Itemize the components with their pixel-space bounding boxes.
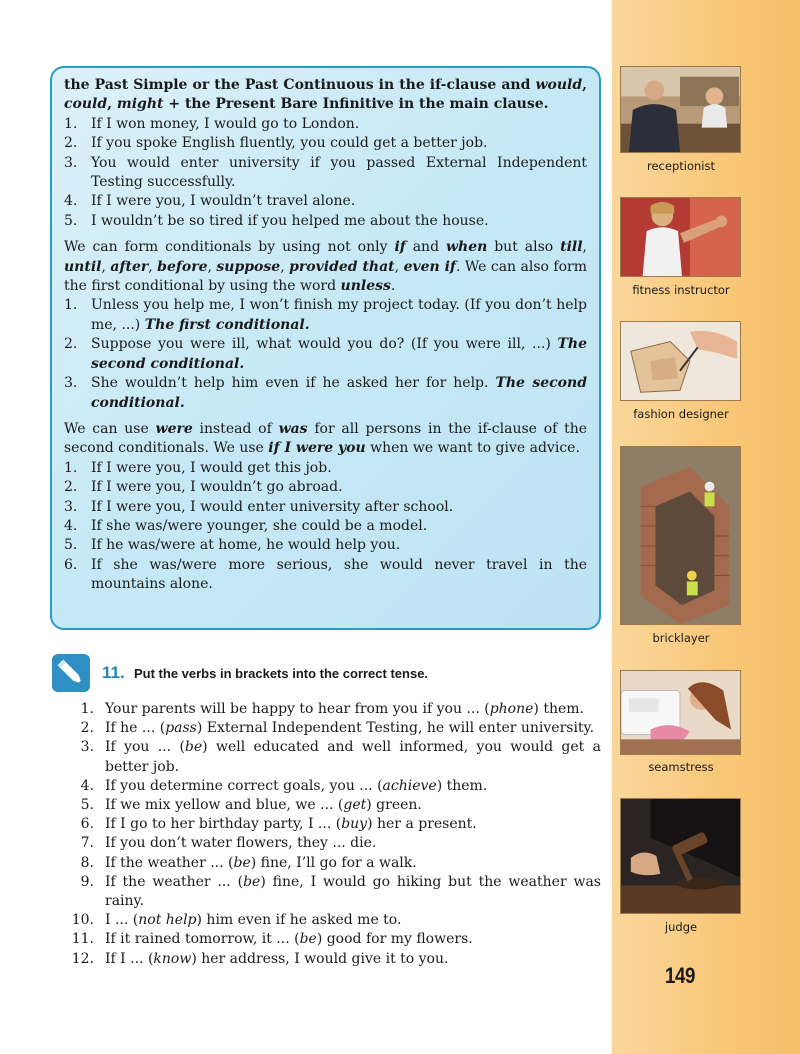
item-number: 3. xyxy=(64,154,78,171)
examples-list-1 xyxy=(64,115,587,231)
text-run: phone xyxy=(489,701,534,717)
text-run: pass xyxy=(165,720,197,737)
examples-list-3 xyxy=(64,459,587,595)
text-run: , xyxy=(582,77,587,93)
text-run: I wouldn’t be so tired if you helped me about the house. xyxy=(91,212,489,229)
item-number: 5. xyxy=(80,797,94,814)
list-item xyxy=(64,854,601,873)
text-run: , xyxy=(101,258,111,275)
text-run: , xyxy=(148,258,158,275)
list-item xyxy=(64,478,587,497)
text-run: even if xyxy=(403,258,456,275)
text-run: If I were you, I wouldn’t go abroad. xyxy=(91,479,343,496)
text-run: not help xyxy=(138,912,197,929)
item-number: 6. xyxy=(80,816,94,833)
caption-fashion-designer: fashion designer xyxy=(633,407,729,421)
list-item xyxy=(64,873,601,911)
text-run: and xyxy=(405,239,446,256)
text-run: when we want to give advice. xyxy=(365,440,580,457)
rule-intro xyxy=(64,76,587,115)
item-number: 4. xyxy=(64,517,78,534)
item-number: 4. xyxy=(80,777,94,794)
text-run: Unless you help me, I won’t finish my project today. (If you don’t help me, ...) xyxy=(91,297,587,333)
text-run: be xyxy=(243,873,261,890)
text-run: , xyxy=(280,258,290,275)
text-run: If you don’t water flowers, they ... die. xyxy=(105,835,377,852)
text-run: We can form conditionals by using not only xyxy=(64,239,395,256)
list-item xyxy=(64,930,601,949)
exercise-items xyxy=(64,700,601,969)
list-item xyxy=(64,115,587,134)
text-run: until xyxy=(64,258,102,275)
list-item xyxy=(64,192,587,211)
pencil-icon xyxy=(52,654,90,692)
list-item xyxy=(64,815,601,834)
list-item xyxy=(64,834,601,853)
caption-bricklayer: bricklayer xyxy=(652,631,710,645)
text-run: If you determine correct goals, you ... ( xyxy=(105,777,383,794)
item-number: 4. xyxy=(64,193,78,210)
list-item xyxy=(64,950,601,969)
text-run: ) fine, I would go hiking but the weather was rainy. xyxy=(105,873,601,910)
text-run: ) them. xyxy=(533,701,584,717)
item-number: 12. xyxy=(71,950,94,967)
text-run: , xyxy=(394,258,404,275)
text-run: might xyxy=(116,96,164,113)
text-run: If I were you, I would enter university after school. xyxy=(91,498,454,515)
text-run: We can use xyxy=(64,420,156,437)
text-run: after xyxy=(110,258,149,275)
text-run: till xyxy=(560,239,583,256)
item-number: 3. xyxy=(64,375,78,392)
item-number: 1. xyxy=(64,459,78,476)
examples-list-2 xyxy=(64,296,587,412)
fashion-designer-photo xyxy=(620,321,741,401)
text-run: was xyxy=(278,420,308,437)
text-run: She wouldn’t help him even if he asked her for help. xyxy=(91,375,496,392)
text-run: If I go to her birthday party, I ... ( xyxy=(105,816,342,833)
item-number: 5. xyxy=(64,537,78,554)
text-run: . We can also form the first conditional by using the word xyxy=(64,258,588,295)
list-item xyxy=(64,719,601,738)
item-number: 2. xyxy=(64,135,78,152)
text-run: , xyxy=(207,258,217,275)
text-run: If she was/were more serious, she would never travel in the mountains alone. xyxy=(91,556,587,593)
item-number: 10. xyxy=(71,912,94,929)
list-item xyxy=(64,517,587,536)
list-item xyxy=(64,777,601,796)
item-number: 2. xyxy=(64,336,78,353)
text-run: The second conditional. xyxy=(91,336,587,372)
item-number: 2. xyxy=(80,720,94,737)
item-number: 3. xyxy=(64,498,78,515)
text-run: If he ... ( xyxy=(105,720,166,737)
caption-fitness-instructor: fitness instructor xyxy=(632,283,730,297)
page-number: 149 xyxy=(665,963,695,988)
list-item xyxy=(64,374,587,413)
list-item xyxy=(64,796,601,815)
list-item xyxy=(64,536,587,555)
text-run: unless xyxy=(340,278,391,295)
item-number: 11. xyxy=(71,931,94,948)
list-item xyxy=(64,459,587,478)
list-item xyxy=(64,134,587,153)
text-run: + the Present Bare Infinitive in the main clause. xyxy=(163,96,549,113)
text-run: provided that xyxy=(289,258,395,275)
text-run: The second conditional. xyxy=(91,375,587,411)
text-run: ) good for my flowers. xyxy=(316,931,473,948)
text-run: get xyxy=(343,797,367,814)
text-run: If I ... ( xyxy=(105,950,154,967)
text-run: If it rained tomorrow, it ... ( xyxy=(105,931,300,948)
list-item xyxy=(64,296,587,335)
fitness-instructor-photo xyxy=(620,197,741,277)
list-item xyxy=(64,738,601,776)
text-run: were xyxy=(155,420,193,437)
item-number: 1. xyxy=(64,115,78,132)
text-run: You would enter university if you passed External Independent Testing successfully. xyxy=(91,154,587,191)
text-run: . xyxy=(390,278,396,295)
text-run: If he was/were at home, he would help you. xyxy=(91,537,401,554)
text-run: the Past Simple or the Past Continuous in the if-clause and xyxy=(64,77,536,93)
text-run: ) fine, I’ll go for a walk. xyxy=(250,854,417,871)
text-run: If I were you, I wouldn’t travel alone. xyxy=(91,193,356,210)
item-number: 2. xyxy=(64,479,78,496)
item-number: 8. xyxy=(80,854,94,871)
text-run: If the weather ... ( xyxy=(105,873,244,890)
text-run: If she was/were younger, she could be a model. xyxy=(91,517,428,534)
item-number: 7. xyxy=(80,835,94,852)
text-run: instead of xyxy=(192,420,279,437)
text-run: Your parents will be happy to hear from you if you ... ( xyxy=(105,701,490,717)
item-number: 1. xyxy=(80,701,94,717)
rule-paragraph-2 xyxy=(64,238,587,296)
text-run: ) green. xyxy=(366,797,422,814)
text-run: ) well educated and well informed, you would get a better job. xyxy=(105,739,601,775)
text-run: buy xyxy=(341,816,368,833)
item-number: 1. xyxy=(64,297,78,314)
bricklayer-photo xyxy=(620,446,741,625)
judge-photo xyxy=(620,798,741,914)
text-run: be xyxy=(233,854,251,871)
list-item xyxy=(64,154,587,193)
text-run: ) her a present. xyxy=(367,816,477,833)
text-run: for all persons in the if-clause of the second conditionals. We use xyxy=(64,420,588,457)
exercise-header xyxy=(52,654,592,694)
seamstress-photo xyxy=(620,670,741,755)
caption-receptionist: receptionist xyxy=(647,159,715,173)
text-run: suppose xyxy=(216,258,281,275)
text-run: if I were you xyxy=(268,440,366,457)
text-run: ) her address, I would give it to you. xyxy=(191,950,449,967)
text-run: but also xyxy=(487,239,561,256)
text-run: I ... ( xyxy=(105,912,139,929)
text-run: , xyxy=(582,239,587,256)
text-run: If you spoke English fluently, you could get a better job. xyxy=(91,135,488,152)
text-run: could xyxy=(64,96,108,113)
list-item xyxy=(64,700,601,719)
grammar-rule-box xyxy=(50,66,601,630)
text-run: know xyxy=(153,950,192,967)
text-run: be xyxy=(184,739,203,756)
text-run: If I won money, I would go to London. xyxy=(91,115,360,132)
text-run: ) them. xyxy=(436,777,488,794)
exercise-instruction: Put the verbs in brackets into the correct tense. xyxy=(134,666,429,681)
text-run: If you ... ( xyxy=(105,739,185,756)
text-run: If I were you, I would get this job. xyxy=(91,459,332,476)
text-run: before xyxy=(157,258,208,275)
list-item xyxy=(64,335,587,374)
text-run: If we mix yellow and blue, we ... ( xyxy=(105,797,344,814)
caption-seamstress: seamstress xyxy=(648,760,714,774)
item-number: 6. xyxy=(64,556,78,573)
text-run: would xyxy=(535,77,583,93)
text-run: achieve xyxy=(382,777,437,794)
text-run: , xyxy=(107,96,117,113)
list-item xyxy=(64,911,601,930)
text-run: when xyxy=(445,239,488,256)
text-run: if xyxy=(394,239,406,256)
rule-paragraph-3 xyxy=(64,420,587,459)
list-item xyxy=(64,498,587,517)
item-number: 3. xyxy=(80,739,94,756)
text-run: The first conditional. xyxy=(144,316,310,333)
text-run: If the weather ... ( xyxy=(105,854,234,871)
exercise-number: 11. xyxy=(102,663,125,682)
item-number: 9. xyxy=(80,873,94,890)
text-run: ) External Independent Testing, he will enter university. xyxy=(196,720,595,737)
list-item xyxy=(64,556,587,595)
caption-judge: judge xyxy=(664,920,698,934)
text-run: ) him even if he asked me to. xyxy=(196,912,402,929)
item-number: 5. xyxy=(64,212,78,229)
list-item xyxy=(64,212,587,231)
receptionist-photo xyxy=(620,66,741,153)
text-run: be xyxy=(299,931,317,948)
text-run: Suppose you were ill, what would you do? (If you were ill, ...) xyxy=(91,336,558,353)
